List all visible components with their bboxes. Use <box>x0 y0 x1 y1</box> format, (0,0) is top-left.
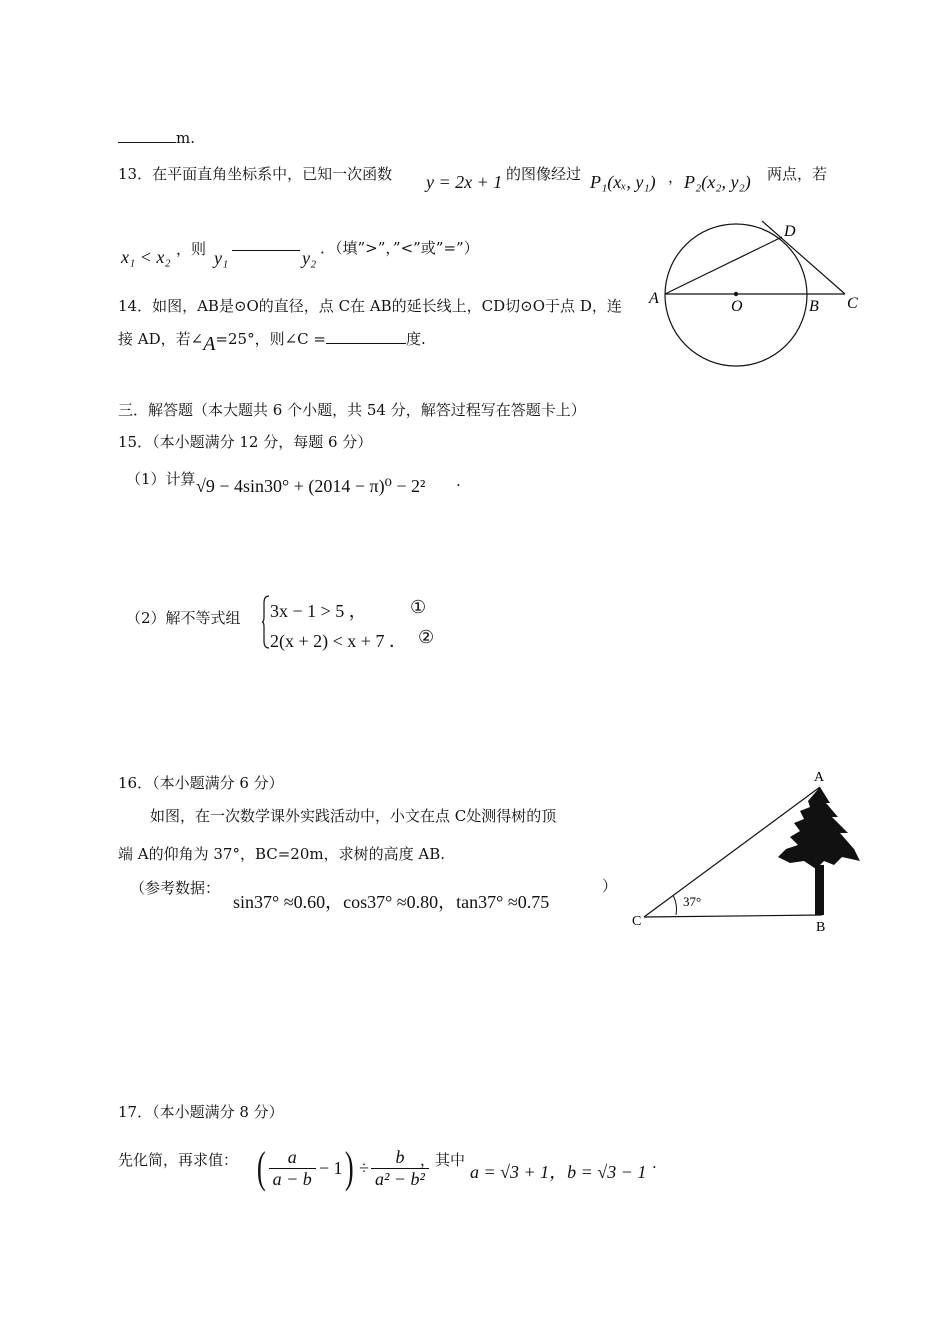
q17-text: 先化简，再求值： <box>118 1151 239 1169</box>
label-a: A <box>814 770 825 785</box>
q17-header: 17．（本小题满分 8 分） <box>118 1103 284 1121</box>
section3-heading: 三．解答题（本大题共 6 个小题，共 54 分，解答过程写在答题卡上） <box>118 401 586 419</box>
tangent-cd <box>762 221 845 294</box>
q16-ref-values: sin37° ≈0.60，cos37° ≈0.80，tan37° ≈0.75 <box>233 892 550 912</box>
right-paren: ) <box>345 1143 355 1192</box>
q17-end: . <box>652 1154 657 1172</box>
q16-line1: 如图，在一次数学课外实践活动中，小文在点 C处测得树的顶 <box>150 807 557 825</box>
q16-line2: 端 A的仰角为 37°，BC=20m，求树的高度 AB. <box>118 845 446 863</box>
q13-point2: P₂(x₂, y₂) <box>684 172 751 192</box>
fraction-1-numerator: a <box>287 1146 297 1167</box>
q14-circle-figure <box>645 215 870 375</box>
q16-tree-figure <box>628 765 878 940</box>
q13-blank <box>232 250 300 251</box>
q15-part1-expression: √9 − 4sin30° + (2014 − π)⁰ − 2² <box>196 476 426 496</box>
divide-sign: ÷ <box>359 1157 370 1178</box>
q13-line1 <box>118 163 392 184</box>
system-brace <box>262 595 270 649</box>
q13-y2: y₂ <box>302 248 317 268</box>
fraction-2-denominator: a² − b² <box>371 1168 429 1190</box>
angle-label: 37° <box>683 894 702 909</box>
q13-point1: P₁(xₓ, y₁) <box>590 172 656 192</box>
q13-condition: x₁ < x₂ <box>121 247 171 267</box>
q13-then: ，则 <box>176 240 207 258</box>
q12-answer-line <box>118 128 195 147</box>
line-ad <box>665 237 782 294</box>
q16-ref-label: （参考数据： <box>130 879 221 897</box>
q13-sep: ， <box>668 168 684 186</box>
label-o: O <box>731 298 743 315</box>
q14-line1: 14．如图，AB是⊙O的直径，点 C在 AB的延长线上，CD切⊙O于点 D，连 <box>118 297 622 315</box>
q17-expression <box>254 1143 429 1193</box>
q13-text2: 的图像经过 <box>506 165 582 183</box>
tree-icon <box>778 787 860 915</box>
angle-arc <box>673 895 677 915</box>
center-dot <box>734 292 738 296</box>
inequality-2: 2(x + 2) < x + 7 ． <box>270 631 407 651</box>
label-c: C <box>847 295 858 312</box>
minus-one: − 1 <box>318 1157 343 1178</box>
q13-function: y = 2x + 1 <box>426 172 503 192</box>
label-c: C <box>632 914 642 929</box>
q15-part2-label: （2）解不等式组 <box>126 609 241 627</box>
fraction-1-denominator: a − b <box>269 1168 316 1190</box>
q17-values: a = √3 + 1，b = √3 − 1 <box>470 1162 647 1182</box>
q13-number: 13． <box>118 165 153 183</box>
label-b: B <box>816 920 826 935</box>
q13-text1: 在平面直角坐标系中，已知一次函数 <box>152 165 393 183</box>
label-b: B <box>809 298 819 315</box>
q14-text-a: 接 AD，若∠ <box>118 330 204 348</box>
q15-header: 15．（本小题满分 12 分，每题 6 分） <box>118 433 373 451</box>
q12-blank <box>118 128 176 143</box>
q13-hint: ．（填”>”，”<”或”=”） <box>320 239 479 257</box>
q17-where: ，其中 <box>420 1151 466 1169</box>
q13-text3: 两点，若 <box>767 165 828 183</box>
q14-line2 <box>118 328 426 356</box>
q15-part1-end: . <box>456 472 461 490</box>
q13-y1: y₁ <box>214 248 229 268</box>
q16-ref-end: ） <box>602 877 618 895</box>
q12-unit: m. <box>176 129 195 147</box>
fraction-2-numerator: b <box>395 1146 405 1167</box>
label-a: A <box>649 290 659 307</box>
line-cb <box>644 915 822 917</box>
q14-text-c: 度. <box>405 330 426 348</box>
left-paren: ( <box>256 1143 266 1192</box>
inequality-2-mark: ② <box>418 627 435 647</box>
q15-part1-label: （1）计算 <box>126 470 196 488</box>
fraction-1 <box>269 1147 316 1190</box>
inequality-1: 3x − 1 > 5 ， <box>270 601 367 621</box>
q14-angle-var: A <box>203 333 216 355</box>
q16-header: 16．（本小题满分 6 分） <box>118 774 284 792</box>
label-d: D <box>784 223 796 240</box>
inequality-1-mark: ① <box>410 597 427 617</box>
q14-text-b: =25°，则∠C = <box>215 330 326 348</box>
q14-blank <box>326 329 406 344</box>
